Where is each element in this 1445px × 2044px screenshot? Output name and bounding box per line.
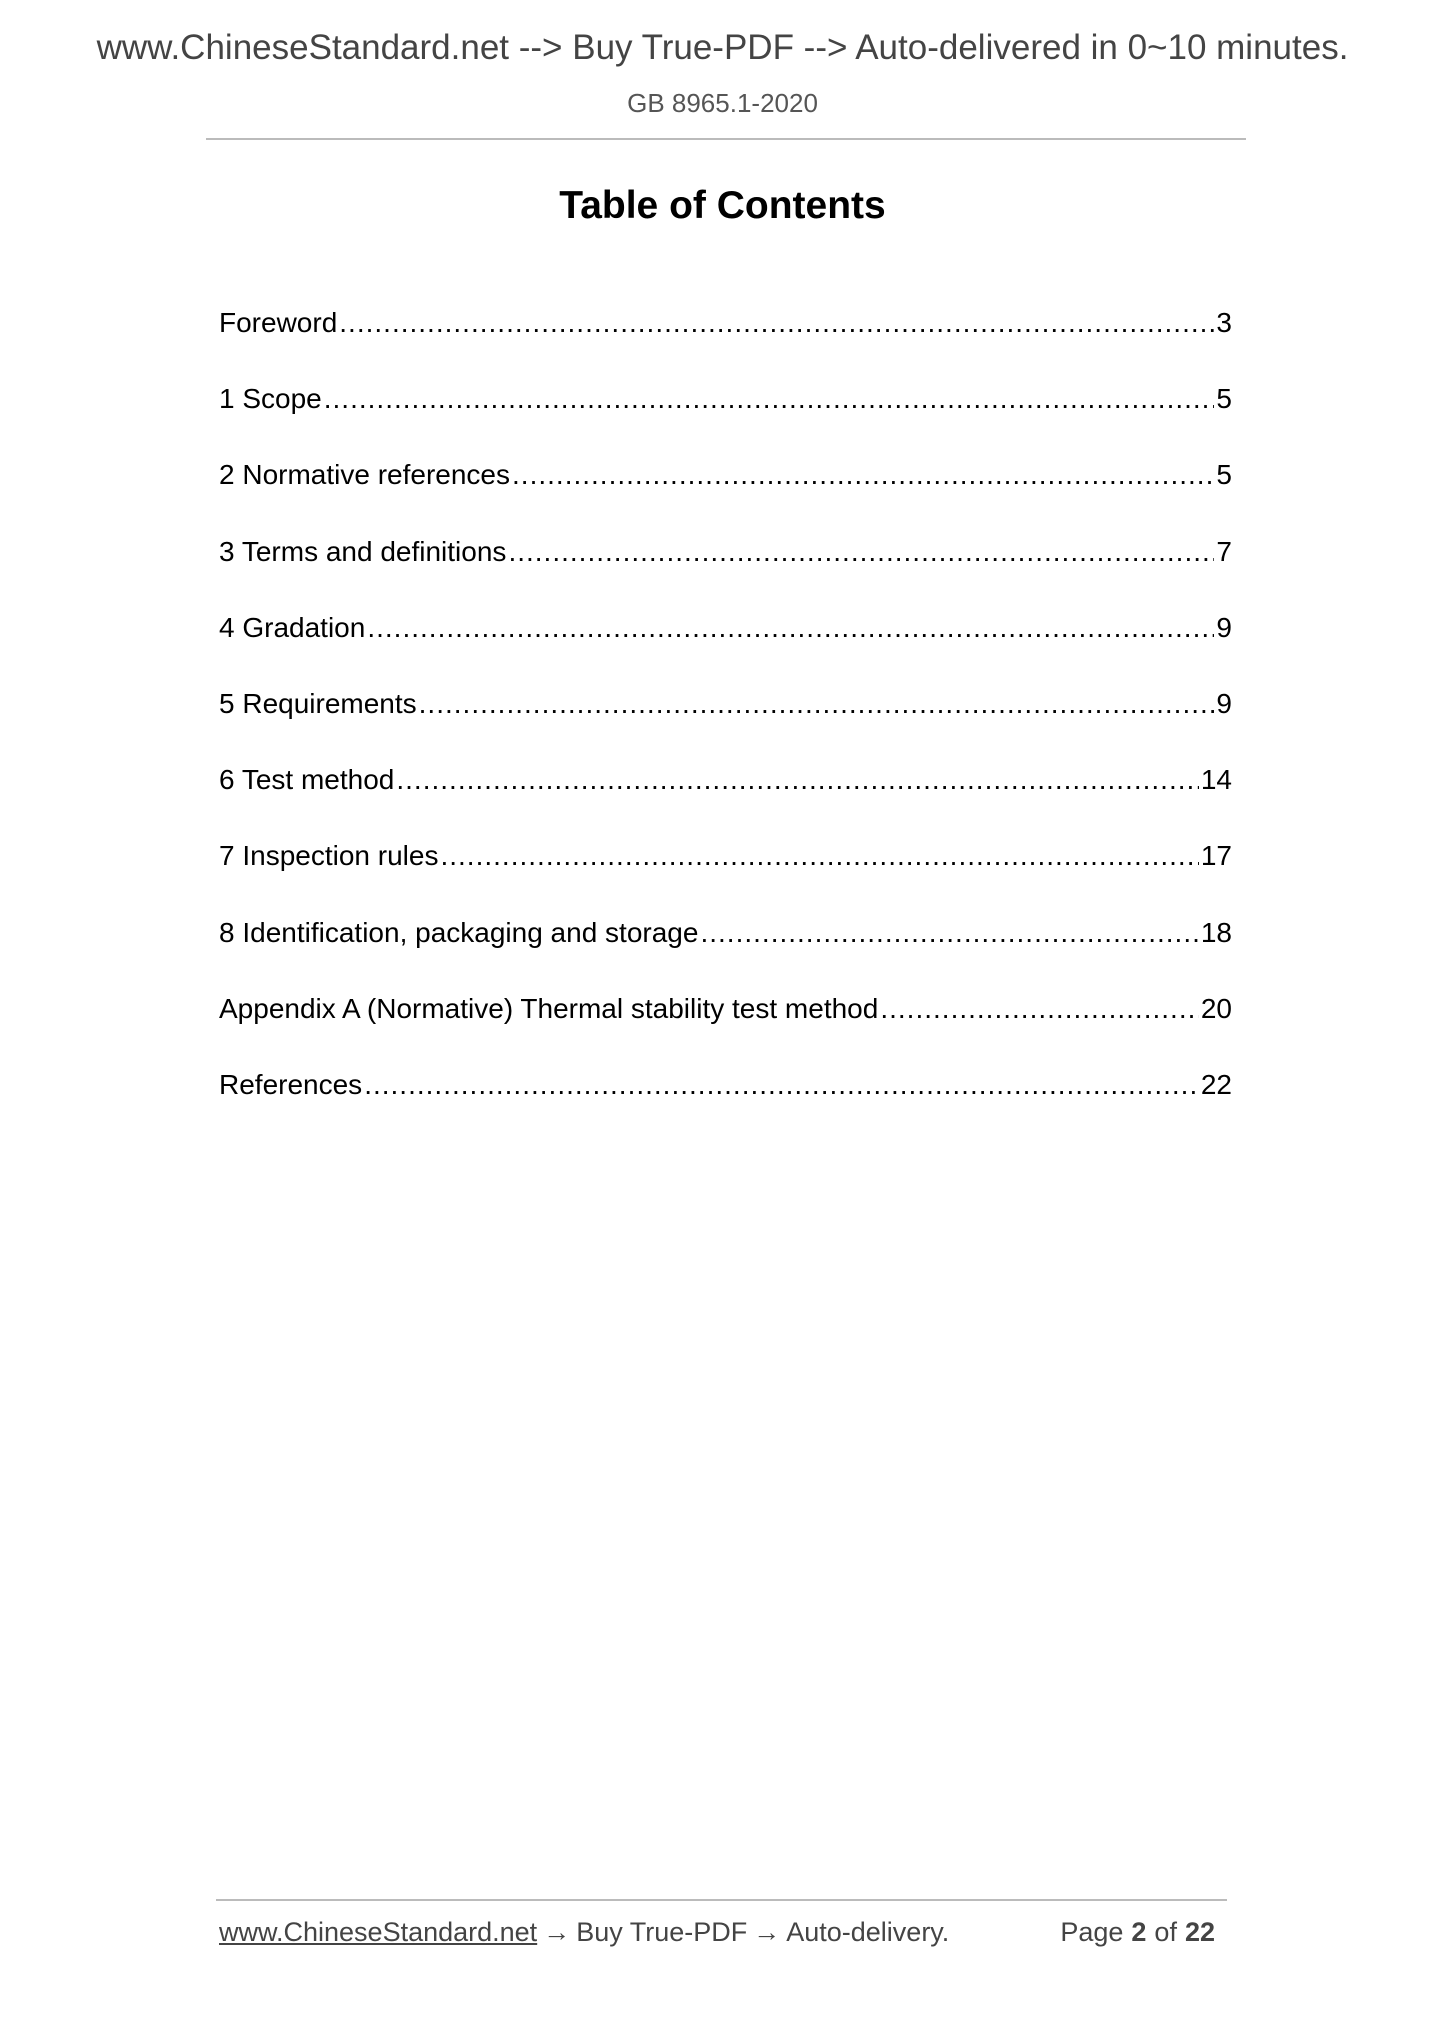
toc-dot-leader xyxy=(367,603,1214,653)
footer-buy-text: Buy True-PDF xyxy=(576,1917,748,1947)
toc-dot-leader xyxy=(440,831,1198,881)
toc-entry-requirements[interactable] xyxy=(219,679,1232,755)
toc-entry-terms-and-definitions[interactable] xyxy=(219,527,1232,603)
toc-entry-label: 4 Gradation xyxy=(219,611,366,643)
toc-entry-page: 9 xyxy=(1216,611,1232,643)
toc-entry-page: 5 xyxy=(1216,383,1232,415)
header-divider xyxy=(206,138,1246,140)
total-pages-number: 22 xyxy=(1184,1917,1215,1947)
toc-list xyxy=(219,298,1232,1136)
toc-entry-page: 7 xyxy=(1216,535,1232,567)
toc-entry-normative-references[interactable] xyxy=(219,450,1232,526)
toc-entry-label: 5 Requirements xyxy=(219,687,417,719)
toc-entry-page: 20 xyxy=(1200,992,1232,1024)
toc-dot-leader xyxy=(880,984,1199,1034)
footer-site-link[interactable]: www.ChineseStandard.net xyxy=(219,1917,538,1947)
toc-entry-page: 17 xyxy=(1200,840,1232,872)
toc-entry-scope[interactable] xyxy=(219,374,1232,450)
toc-entry-label: Appendix A (Normative) Thermal stability test method xyxy=(219,992,879,1024)
toc-dot-leader xyxy=(324,374,1215,424)
page-word: Page xyxy=(1060,1917,1124,1947)
toc-dot-leader xyxy=(700,908,1198,958)
toc-entry-label: 8 Identification, packaging and storage xyxy=(219,916,699,948)
toc-entry-references[interactable] xyxy=(219,1060,1232,1136)
page-number xyxy=(1060,1917,1223,1948)
toc-entry-label: 6 Test method xyxy=(219,764,395,796)
footer-promo xyxy=(219,1917,949,1948)
document-id: GB 8965.1-2020 xyxy=(627,88,818,118)
toc-entry-page: 9 xyxy=(1216,687,1232,719)
toc-entry-foreword[interactable] xyxy=(219,298,1232,374)
page-footer xyxy=(219,1917,1227,1957)
of-word: of xyxy=(1154,1917,1177,1947)
toc-dot-leader xyxy=(512,450,1214,500)
top-banner: www.ChineseStandard.net --> Buy True-PDF --> Auto-delivered in 0~10 minutes. xyxy=(96,28,1349,67)
toc-dot-leader xyxy=(396,755,1198,805)
toc-entry-label: 1 Scope xyxy=(219,383,322,415)
footer-delivery-text: Auto-delivery. xyxy=(786,1917,950,1947)
toc-entry-label: 2 Normative references xyxy=(219,459,511,491)
toc-entry-label: Foreword xyxy=(219,307,338,338)
toc-entry-appendix-a[interactable] xyxy=(219,984,1232,1060)
toc-entry-gradation[interactable] xyxy=(219,603,1232,679)
toc-entry-label: 7 Inspection rules xyxy=(219,840,439,872)
toc-entry-page: 3 xyxy=(1216,307,1232,338)
toc-entry-label: References xyxy=(219,1068,363,1100)
toc-dot-leader xyxy=(364,1060,1199,1110)
toc-entry-identification-packaging-storage[interactable] xyxy=(219,908,1232,984)
toc-entry-page: 18 xyxy=(1200,916,1232,948)
toc-entry-test-method[interactable] xyxy=(219,755,1232,831)
page-title: Table of Contents xyxy=(559,184,886,227)
current-page-number: 2 xyxy=(1131,1917,1147,1947)
arrow-right-icon: → xyxy=(753,1917,781,1947)
toc-entry-page: 5 xyxy=(1216,459,1232,491)
footer-divider xyxy=(216,1899,1227,1901)
toc-entry-label: 3 Terms and definitions xyxy=(219,535,507,567)
toc-entry-inspection-rules[interactable] xyxy=(219,831,1232,907)
toc-dot-leader xyxy=(419,679,1215,729)
arrow-right-icon: → xyxy=(543,1917,571,1947)
toc-dot-leader xyxy=(508,527,1214,577)
toc-entry-page: 14 xyxy=(1200,764,1232,796)
toc-dot-leader xyxy=(339,298,1214,348)
toc-entry-page: 22 xyxy=(1200,1068,1232,1100)
